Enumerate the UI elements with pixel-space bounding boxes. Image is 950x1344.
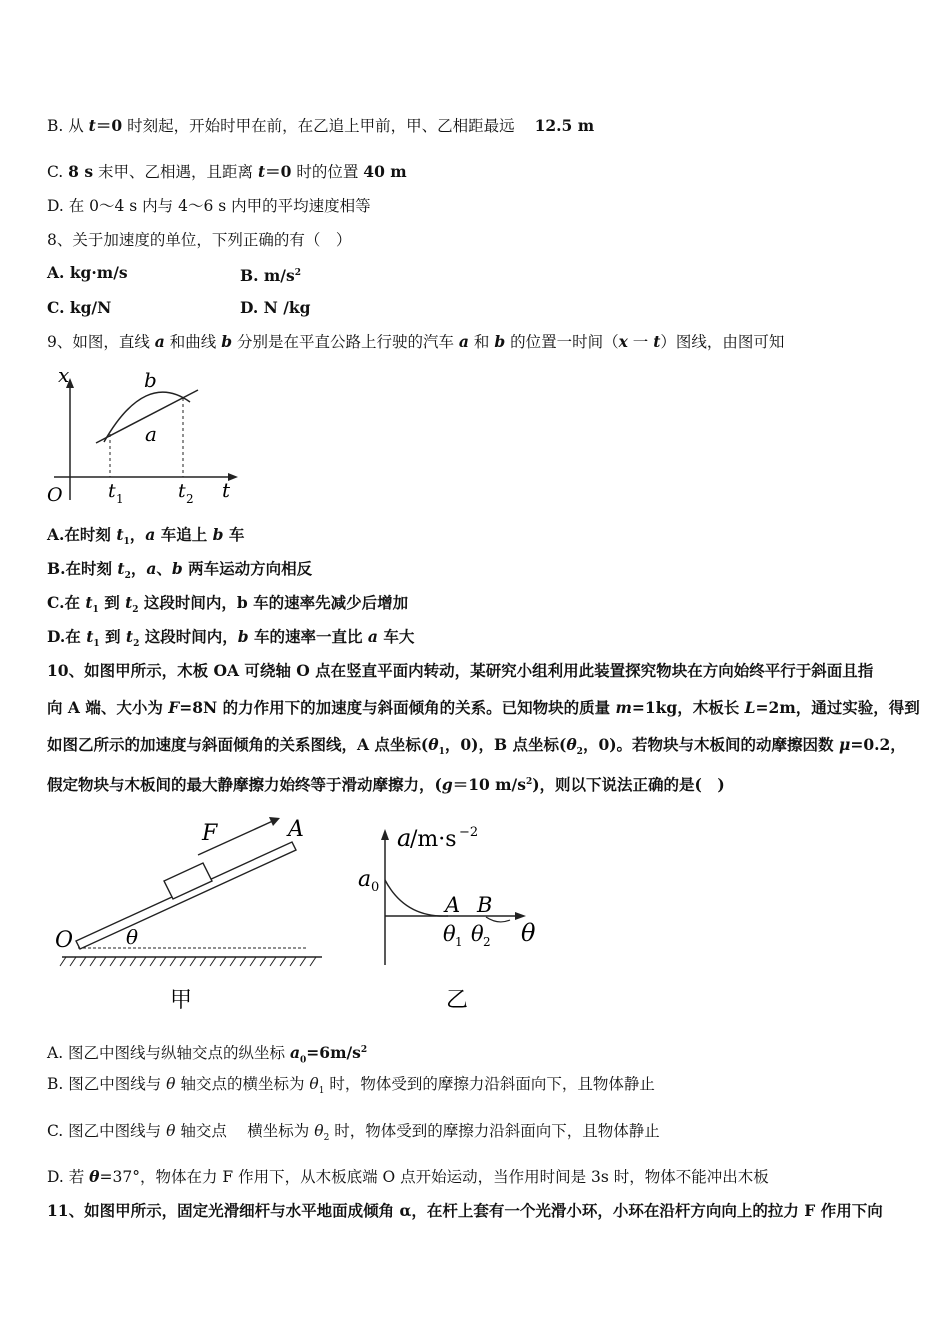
theta1-sub: 1 <box>455 935 463 949</box>
force-f-label: F <box>202 821 218 846</box>
q10-option-d: D. 若 θ=37°，物体在力 F 作用下，从木板底端 O 点开始运动，当作用时间是 3s 时，物体不能冲出木板 <box>47 1167 769 1186</box>
q7-option-c: C. 8 s 末甲、乙相遇，且距离 t＝0 时的位置 40 m <box>47 162 407 181</box>
point-b-label: B <box>477 893 493 917</box>
q8-stem: 8、关于加速度的单位，下列正确的有（ ） <box>47 231 352 249</box>
t1-sub: 1 <box>116 492 124 506</box>
point-o-label: O <box>55 928 74 953</box>
curve-b-label: b <box>144 368 157 392</box>
y-unit: /m·s <box>410 827 457 852</box>
a0-sub: 0 <box>371 880 380 895</box>
caption-yi: 乙 <box>446 988 469 1013</box>
board-oa <box>76 842 296 949</box>
q10-option-c: C. 图乙中图线与 θ 轴交点 横坐标为 $\theta_2$ 时，物体受到的摩擦力沿斜面向下，且物体静止 <box>47 1122 660 1144</box>
y-exponent: −2 <box>459 825 479 840</box>
q7-option-d: D. 在 0～4 s 内与 4～6 s 内甲的平均速度相等 <box>47 197 371 215</box>
q10-stem-line1: 10、如图甲所示，木板 OA 可绕轴 O 点在竖直平面内转动，某研究小组利用此装置探究物块在方向始终平行于斜面且指 <box>47 661 874 680</box>
point-a-label: A <box>288 817 304 842</box>
y-axis-arrow <box>381 829 389 840</box>
q9-option-c: C.在 $t_1$ 到 $t_2$ 这段时间内，b 车的速率先减少后增加 <box>47 593 409 616</box>
curve-after-b <box>486 917 510 922</box>
theta2-label: θ <box>471 922 484 946</box>
q10-figure-yi <box>350 810 550 1015</box>
q10-stem-line3: 如图乙所示的加速度与斜面倾角的关系图线，A 点坐标($\theta_1$，0)，B 点坐标($\theta_2$，0)。若物块与木板间的动摩擦因数 μ=0.2， <box>47 735 906 758</box>
q10-stem-line2: 向 A 端、大小为 F=8N 的力作用下的加速度与斜面倾角的关系。已知物块的质量 m=1kg，木板长 L=2m，通过实验，得到 <box>47 698 920 717</box>
q8-option-c: C. kg/N <box>47 298 112 317</box>
q9-option-d: D.在 $t_1$ 到 $t_2$ 这段时间内，b 车的速率一直比 a 车大 <box>47 627 415 650</box>
angle-theta-label: θ <box>126 925 139 949</box>
t2-label: t <box>178 480 186 502</box>
caption-jia: 甲 <box>170 988 193 1013</box>
q10-figure-jia <box>50 810 335 1015</box>
t2-sub: 2 <box>186 492 194 506</box>
line-a-label: a <box>145 422 157 446</box>
q8-option-a: A. kg·m/s <box>47 263 128 282</box>
q8-option-b: B. $m/s^2$ <box>240 266 301 286</box>
theta2-sub: 2 <box>483 935 491 949</box>
curve-a-theta <box>385 880 448 916</box>
q7-option-b: B. 从 t＝0 时刻起，开始时甲在前，在乙追上甲前，甲、乙相距最远 12.5 m <box>47 116 595 135</box>
q9-xt-graph <box>40 360 250 510</box>
a0-label: a <box>358 867 372 892</box>
ground-hatching <box>60 957 316 966</box>
theta1-label: θ <box>443 922 456 946</box>
point-a-label: A <box>445 893 461 917</box>
q8-option-d: D. N /kg <box>240 298 311 317</box>
x-label: x <box>58 363 70 387</box>
q10-option-a: A. 图乙中图线与纵轴交点的纵坐标 $a_0=6m/s^2$ <box>47 1043 368 1066</box>
origin-label: O <box>47 484 63 506</box>
theta-axis-label: θ <box>521 919 536 947</box>
q10-stem-line4: 假定物块与木板间的最大静摩擦力始终等于滑动摩擦力，(g＝10 $m/s^2$)，则以下说法正确的是( ) <box>47 775 725 795</box>
q9-option-a: A.在时刻 $t_1$，a 车追上 b 车 <box>47 525 245 548</box>
t-label: t <box>222 478 231 502</box>
t1-label: t <box>108 480 116 502</box>
q11-stem-line1: 11、如图甲所示，固定光滑细杆与水平地面成倾角 α，在杆上套有一个光滑小环，小环在沿杆方向向上的拉力 F 作用下向 <box>47 1201 883 1220</box>
q9-stem: 9、如图，直线 a 和曲线 b 分别是在平直公路上行驶的汽车 a 和 b 的位置一时间（x 一 t）图线，由图可知 <box>47 332 785 351</box>
y-label: a <box>397 824 412 852</box>
q9-option-b: B.在时刻 $t_2$，a、b 两车运动方向相反 <box>47 559 313 582</box>
q10-option-b: B. 图乙中图线与 θ 轴交点的横坐标为 $\theta_1$ 时，物体受到的摩擦力沿斜面向下，且物体静止 <box>47 1075 655 1097</box>
